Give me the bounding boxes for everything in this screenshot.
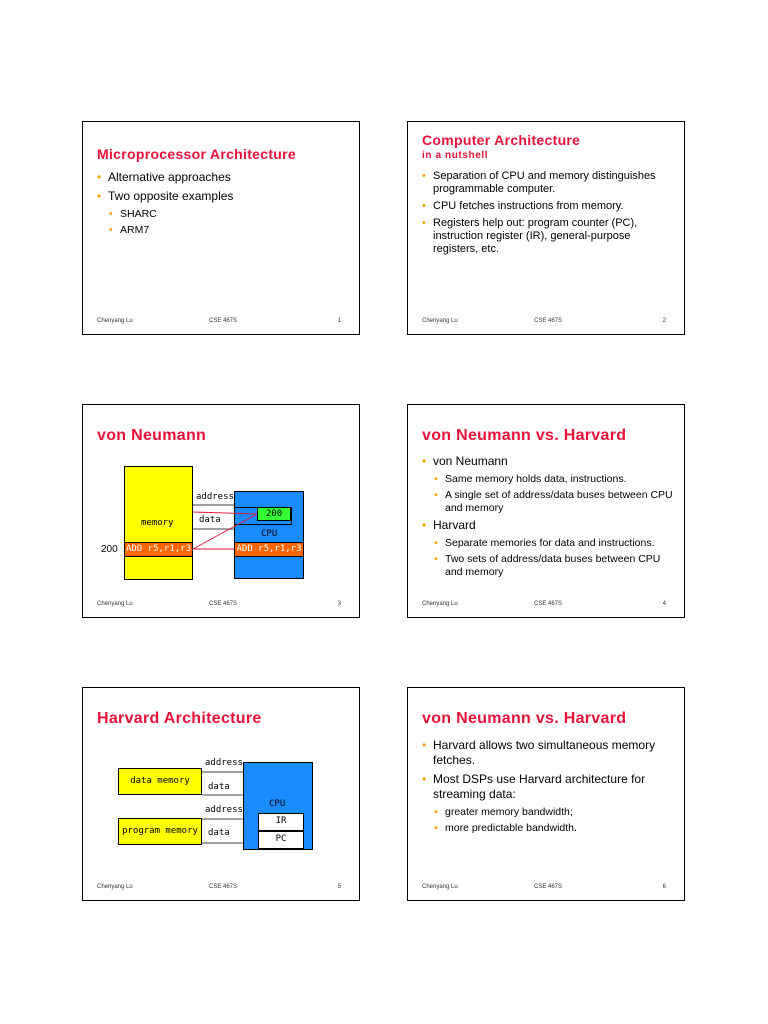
pc-register: PC (258, 831, 304, 849)
pc-register: 200 (257, 507, 291, 521)
page-number: 5 (337, 884, 341, 890)
list-item: • von Neumann (422, 454, 674, 469)
list-item: • ARM7 (109, 224, 349, 237)
slide-3 (82, 404, 360, 618)
page-number: 6 (662, 884, 666, 890)
ir-register: IR (258, 813, 304, 831)
slide-title: Computer Architecture (422, 132, 581, 148)
list-item: • Most DSPs use Harvard architecture for streaming data: (422, 772, 674, 802)
list-item: • Harvard (422, 518, 674, 533)
footer-author: Chenyang Lu (422, 884, 458, 890)
data-bus-label: data (208, 782, 230, 792)
page-number: 2 (662, 318, 666, 324)
slide-subtitle: in a nutshell (422, 150, 489, 161)
list-item: • Separate memories for data and instructions. (434, 537, 674, 550)
slide-footer (422, 601, 670, 609)
bullet-list (422, 170, 674, 260)
list-item: • Same memory holds data, instructions. (434, 473, 674, 486)
list-item: • greater memory bandwidth; (434, 806, 674, 819)
list-item: • Alternative approaches (97, 170, 349, 185)
footer-course: CSE 467S (209, 884, 238, 890)
slide-2 (407, 121, 685, 335)
data-memory-box: data memory (118, 768, 202, 795)
footer-course: CSE 467S (209, 318, 238, 324)
footer-author: Chenyang Lu (422, 601, 458, 607)
list-item: • CPU fetches instructions from memory. (422, 200, 674, 213)
footer-course: CSE 467S (534, 884, 563, 890)
cpu-label: CPU (261, 529, 278, 539)
slide-title: von Neumann vs. Harvard (422, 710, 627, 727)
list-item: • A single set of address/data buses between CPU and memory (434, 489, 674, 515)
slide-title: Harvard Architecture (97, 710, 262, 727)
address-bus-label: address (205, 805, 243, 815)
footer-author: Chenyang Lu (97, 601, 133, 607)
memory-label: memory (141, 518, 174, 528)
memory-instruction: ADD r5,r1,r3 (124, 542, 193, 557)
footer-author: Chenyang Lu (97, 318, 133, 324)
footer-author: Chenyang Lu (422, 318, 458, 324)
page-number: 3 (337, 601, 341, 607)
data-bus-label: data (208, 828, 230, 838)
list-item: • Two opposite examples (97, 189, 349, 204)
slide-1 (82, 121, 360, 335)
fetch-arrow-link (193, 512, 257, 514)
bus-wires (83, 405, 360, 618)
list-item: • more predictable bandwidth. (434, 822, 674, 835)
list-item: • Registers help out: program counter (PC), instruction register (IR), general-purpose registers, etc. (422, 217, 674, 256)
footer-author: Chenyang Lu (97, 884, 133, 890)
bullet-list (422, 738, 674, 838)
fetch-arrow-address (193, 514, 257, 549)
slide-footer (97, 601, 345, 609)
slide-5 (82, 687, 360, 901)
list-item: • Two sets of address/data buses between CPU and memory (434, 553, 674, 579)
program-memory-box: program memory (118, 818, 202, 845)
slide-4 (407, 404, 685, 618)
slide-footer (422, 318, 670, 326)
cpu-instruction: ADD r5,r1,r3 (234, 542, 304, 557)
slide-title: von Neumann vs. Harvard (422, 427, 627, 444)
list-item: • SHARC (109, 208, 349, 221)
list-item: • Harvard allows two simultaneous memory fetches. (422, 738, 674, 768)
footer-course: CSE 467S (209, 601, 238, 607)
page-number: 1 (337, 318, 341, 324)
footer-course: CSE 467S (534, 601, 563, 607)
cpu-label: CPU (269, 799, 286, 809)
address-bus-label: address (196, 492, 234, 502)
footer-course: CSE 467S (534, 318, 563, 324)
slide-footer (97, 884, 345, 892)
slide-footer (422, 884, 670, 892)
slide-title: Microprocessor Architecture (97, 146, 296, 162)
bullet-list (422, 454, 674, 582)
page-number: 4 (662, 601, 666, 607)
bullet-list (97, 170, 349, 240)
data-bus-label: data (199, 515, 221, 525)
list-item: • Separation of CPU and memory distinguishes programmable computer. (422, 170, 674, 196)
memory-address-label: 200 (101, 544, 118, 555)
slide-footer (97, 318, 345, 326)
slide-6 (407, 687, 685, 901)
bus-wires (83, 688, 360, 901)
slide-title: von Neumann (97, 427, 207, 444)
address-bus-label: address (205, 758, 243, 768)
